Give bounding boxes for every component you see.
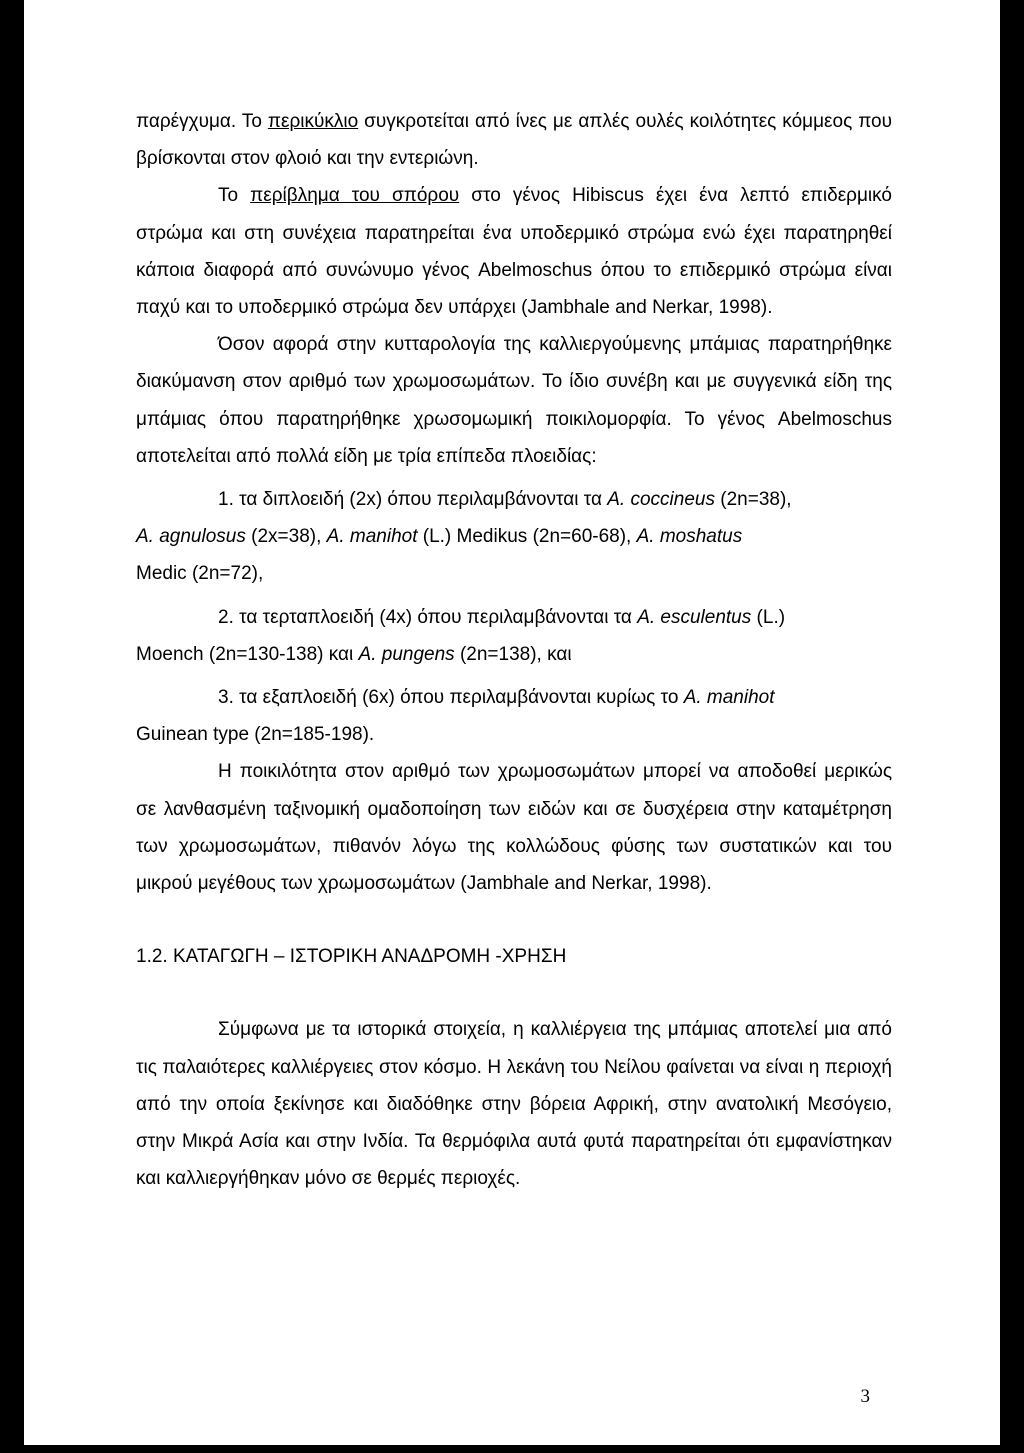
underlined-term: περικύκλιο <box>267 111 359 132</box>
list-item-diploid-cont <box>136 518 892 555</box>
text-run: (L.) Medikus (2n=60-68), <box>417 526 637 548</box>
species-name: A. moshatus <box>636 526 743 548</box>
species-name: A. agnulosus <box>136 526 246 548</box>
paragraph-cytology: Όσον αφορά στην κυτταρολογία της καλλιεργούμενης μπάμιας παρατηρήθηκε διακύμανση στον αριθμό των χρωμοσωμάτων. Το ίδιο συνέβη και με συγγενικά είδη της μπάμιας όπου παρατηρήθηκε χρωσομωμική ποικιλομορφία. Το γένος Abelmoschus αποτελείται από πολλά είδη με τρία επίπεδα πλοειδίας: <box>136 334 892 467</box>
species-name: A. esculentus <box>637 606 752 628</box>
list-item-hexaploid-cont: Guinean type (2n=185-198). <box>136 724 375 746</box>
text-run: 3. τα εξαπλοειδή (6x) όπου περιλαμβάνονται κυρίως το <box>218 687 684 709</box>
list-item-tetraploid-cont <box>136 636 892 673</box>
list-item-diploid-end: Medic (2n=72), <box>136 563 264 585</box>
text-run: (2n=138), και <box>454 643 572 665</box>
list-item-hexaploid <box>136 679 892 716</box>
text-run: συγκροτείται από ίνες με απλές ουλές κοιλότητες κόμμεος που βρίσκονται στον φλοιό και την εντεριώνη. <box>136 111 893 170</box>
list-item-tetraploid <box>136 599 892 636</box>
text-run: 1. τα διπλοειδή (2x) όπου περιλαμβάνονται τα <box>218 489 608 511</box>
text-run: παρέγχυμα. Το <box>136 111 268 132</box>
page-number: 3 <box>860 1386 870 1407</box>
species-name: A. manihot <box>683 687 775 709</box>
section-heading: 1.2. ΚΑΤΑΓΩΓΗ – ΙΣΤΟΡΙΚΗ ΑΝΑΔΡΟΜΗ -ΧΡΗΣΗ <box>136 946 567 968</box>
paragraph-variability: Η ποικιλότητα στον αριθμό των χρωμοσωμάτων μπορεί να αποδοθεί μερικώς σε λανθασμένη ταξινομική ομαδοποίηση των ειδών και σε δυσχέρεια στην καταμέτρηση των χρωμοσωμάτων, πιθανόν λόγω της κολλώδους φύσης των συστατικών και του μικρού μεγέθους των χρωμοσωμάτων (Jambhale and Nerkar, 1998). <box>136 761 892 895</box>
text-run: στο γένος Hibiscus έχει ένα λεπτό επιδερμικό στρώμα και στη συνέχεια παρατηρείται ένα υποδερμικό στρώμα ενώ έχει παρατηρηθεί κάποια διαφορά από συνώνυμο γένος Abelmoschus όπου το επιδερμικό στρώμα είναι παχύ και το υποδερμικό στρώμα δεν υπάρχει (Jambhale and Nerkar, 1998). <box>136 185 892 319</box>
species-name: A. coccineus <box>607 489 715 511</box>
text-run: 2. τα τερταπλοειδή (4x) όπου περιλαμβάνονται τα <box>218 606 638 628</box>
species-name: A. pungens <box>358 643 455 665</box>
underlined-term: περίβλημα του σπόρου <box>250 185 460 207</box>
text-run: Το <box>218 185 251 207</box>
document-body <box>136 103 892 1197</box>
text-run: (L.) <box>751 606 786 628</box>
paragraph-continued <box>136 103 892 177</box>
text-run: (2n=38), <box>714 489 792 511</box>
text-run: (2x=38), <box>245 526 327 548</box>
species-name: A. manihot <box>326 526 418 548</box>
document-page <box>24 0 1000 1445</box>
paragraph-history: Σύμφωνα με τα ιστορικά στοιχεία, η καλλιέργεια της μπάμιας αποτελεί μια από τις παλαιότερες καλλιέργειες στον κόσμο. Η λεκάνη του Νείλου φαίνεται να είναι η περιοχή από την οποία ξεκίνησε και διαδόθηκε στην βόρεια Αφρική, στην ανατολική Μεσόγειο, στην Μικρά Ασία και στην Ινδία. Τα θερμόφιλα αυτά φυτά παρατηρείται ότι εμφανίστηκαν και καλλιεργήθηκαν μόνο σε θερμές περιοχές. <box>136 1019 892 1190</box>
list-item-diploid <box>136 481 892 518</box>
text-run: Moench (2n=130-138) και <box>136 643 359 665</box>
paragraph-seed-coat <box>136 177 892 326</box>
